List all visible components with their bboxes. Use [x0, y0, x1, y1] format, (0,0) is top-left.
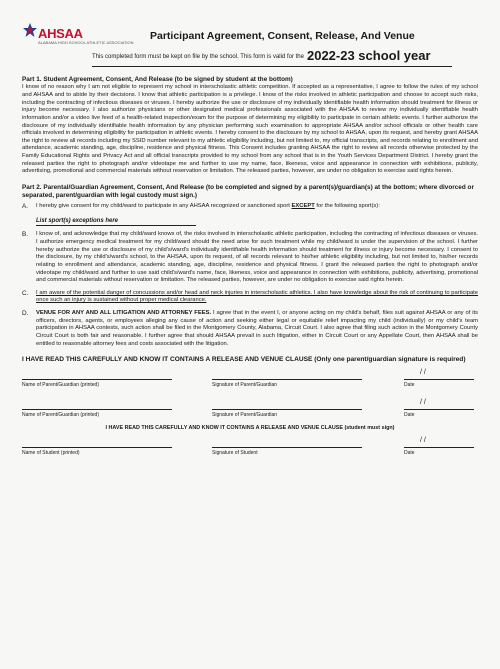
parent-signature-row-2: [22, 395, 478, 423]
header-rule: [92, 66, 452, 67]
student-name-line[interactable]: [22, 447, 172, 448]
clause-c: [22, 290, 478, 305]
sport-exceptions-field[interactable]: List sport(s) exceptions here: [36, 218, 196, 226]
school-year: 2022-23 school year: [306, 48, 431, 63]
clause-a-text-2: for the following sport(s):: [316, 202, 380, 209]
parent-signature-line-2[interactable]: [212, 409, 362, 410]
clause-d-text: [36, 310, 478, 348]
date-slashes-1: / /: [420, 369, 426, 377]
clause-b: [22, 231, 478, 284]
part1-heading: Part 1. Student Agreement, Consent, And Release (to be signed by student at the bottom): [22, 76, 293, 83]
parent-name-label-1: Name of Parent/Guardian (printed): [22, 382, 99, 389]
clause-a-text: [36, 203, 478, 211]
clause-c-text: I am aware of the potential danger of concussions and/or head and neck injuries in interscholastic athletics. I also have knowledge about the risk of continuing to participate once such an injury is sustained without proper medical clearance.: [36, 289, 478, 304]
form-header: [22, 14, 478, 63]
clause-d-heading: VENUE FOR ANY AND ALL LITIGATION AND ATTORNEY FEES.: [36, 310, 212, 317]
clause-d: [22, 310, 478, 348]
parent-name-label-2: Name of Parent/Guardian (printed): [22, 412, 99, 419]
clause-b-text: I know of, and acknowledge that my child/ward knows of, the risks involved in interscholastic athletic participation, including the contracting of infectious diseases or viruses. I authorize emergency medical treatment for my child/ward should the need arise for such treatment while my child/ward is under the supervision of the school. I further hereby authorize the use or disclosure of my child's/ward's individually identifiable health information should treatment for illness or injury become necessary. I consent to the disclosure, by my child's/ward's school, to the AHSAA, upon its request, of all records relevant to his/her athletic eligibility including, but not limited to, his/her records relating to enrollment and attendance, academic standing, age, discipline, residence and physical fitness. I grant the released parties the right to photograph and/or videotape my child/ward and further to use said child's/ward's name, face, likeness, voice and appearance in connection with exhibitions, publicity, advertising, promotional and commercial materials without reservation or limitation. The released parties, however, are under no obligation to exercise said rights herein.: [36, 231, 478, 284]
date-label-1: Date: [404, 382, 415, 389]
part2-heading: Part 2. Parental/Guardian Agreement, Consent, And Release (to be completed and signed by a parent(s)/guardian(s) at the bottom; where divorced or separated, parent/guardian with legal custody must sign.): [22, 184, 474, 200]
clause-c-letter: C.: [22, 289, 29, 297]
parent-name-line-1[interactable]: [22, 379, 172, 380]
part1-text: I know of no reason why I am not eligible to represent my school in interscholastic athletic competition. If accepted as a representative, I agree to follow the rules of my school and AHSAA and to abide by their decisions. I know that athletic participation is a privilege. I know of the risks involved in athletic participation and choose to accept such risks, including the contracting of infectious diseases or viruses. I hereby authorize the use or disclosure of my individually identifiable health information should treatment for illness or injury become necessary. I also authorize physicians or other designated medical professionals associated with the AHSAA to review my individually identifiable health information and/or a video live feed of a health-related inspection/exam for the purpose of determining my eligibility to participate in certain athletic events. I further authorize the disclosure of my individually identifiable health information by any physician performing such examination to appropriate AHSAA and/or school officials or other health care officials involved in determining eligibility for participation in athletic events. I hereby consent to the disclosure by my school to AHSAA, upon its request, and hereby grant AHSAA the right to review all records including my SSID number relevant to my athletic eligibility including, but not limited to, my official transcripts, and records relating to enrollment and attendance, academic standing, age, discipline, residence and physical fitness. This Consent includes granting AHSAA the right to review all records otherwise protected by the Family Educational Rights and Privacy Act and all official transcripts provided to my school from any school that is in the Youth Services Department District. I hereby grant the released parties the right to photograph and/or videotape me and further to use my name, face, likeness, voice and appearance in connection with exhibitions, publicity, advertising, promotional and commercial materials without reservation or limitation. The released parties, however, are under no obligation to exercise said rights herein.: [22, 84, 478, 175]
student-signature-label: Signature of Student: [212, 450, 258, 457]
parent-signature-row-1: [22, 365, 478, 393]
validity-note: [92, 48, 431, 63]
date-line-1[interactable]: [404, 379, 474, 380]
date-slashes-2: / /: [420, 399, 426, 407]
parent-signature-line-1[interactable]: [212, 379, 362, 380]
date-label-3: Date: [404, 450, 415, 457]
form-title: Participant Agreement, Consent, Release, And Venue: [150, 30, 415, 42]
student-signature-line[interactable]: [212, 447, 362, 448]
logo-text: AHSAA: [38, 26, 83, 41]
clause-d-body: I agree that in the event I, or anyone acting on my child's behalf, files suit against AHSAA or any of its officers, directors, agents, or employees alleging any cause of action and seeking either legal or equitable relief impacting my child (individually) or my child's team participation in AHSAA contests, such action shall be filed in the Montgomery County, Alabama, Circuit Court. I also agree that filing such action in the Montgomery County Circuit Court is both fair and reasonable. I further agree that should AHSAA prevail in such litigation, either in Circuit Court or any Appellate Court, then AHSAA shall be entitled to reasonable attorney fees and costs associated with the litigation.: [36, 310, 478, 347]
clause-a: [22, 203, 478, 211]
student-signature-row: [22, 433, 478, 461]
parent-signature-heading: I HAVE READ THIS CAREFULLY AND KNOW IT CONTAINS A RELEASE AND VENUE CLAUSE (Only one parent/guardian signature is required): [22, 356, 466, 364]
date-slashes-3: / /: [420, 437, 426, 445]
clause-a-except: EXCEPT: [291, 202, 315, 209]
validity-text: This completed form must be kept on file by the school. This form is valid for the: [92, 54, 304, 60]
parent-signature-label-1: Signature of Parent/Guardian: [212, 382, 278, 389]
student-signature-heading: I HAVE READ THIS CAREFULLY AND KNOW IT CONTAINS A RELEASE AND VENUE CLAUSE (student must sign): [105, 425, 395, 432]
clause-a-letter: A.: [22, 202, 29, 210]
date-line-2[interactable]: [404, 409, 474, 410]
parent-signature-label-2: Signature of Parent/Guardian: [212, 412, 278, 419]
date-line-3[interactable]: [404, 447, 474, 448]
star-icon: [22, 22, 38, 38]
parent-name-line-2[interactable]: [22, 409, 172, 410]
student-name-label: Name of Student (printed): [22, 450, 80, 457]
date-label-2: Date: [404, 412, 415, 419]
ahsaa-logo: [22, 22, 134, 46]
clause-a-text-1: I hereby give consent for my child/ward to participate in any AHSAA recognized or sanctioned sport: [36, 202, 290, 209]
logo-subtitle: ALABAMA HIGH SCHOOL ATHLETIC ASSOCIATION: [38, 40, 134, 45]
clause-b-letter: B.: [22, 231, 29, 239]
clause-d-letter: D.: [22, 310, 29, 318]
